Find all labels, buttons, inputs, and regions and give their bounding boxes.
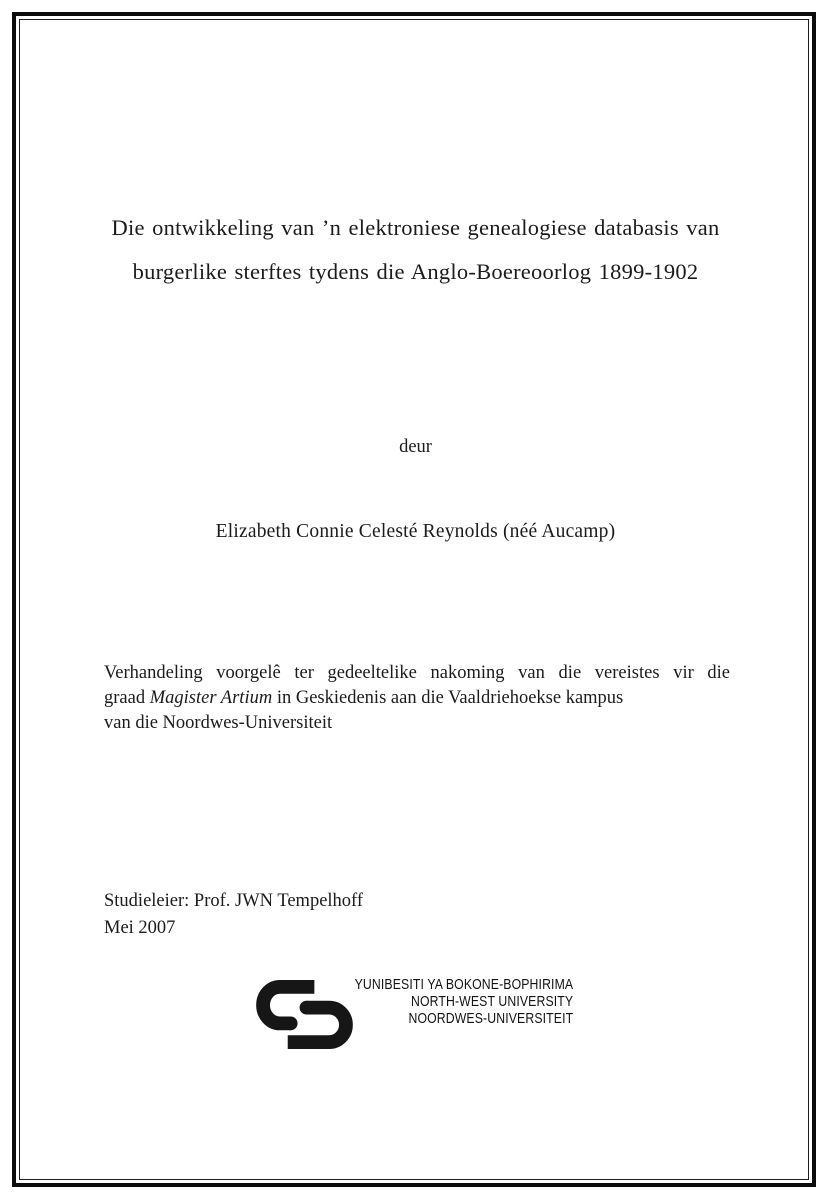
nwu-logo-icon — [255, 978, 354, 1051]
university-name-english: NORTH-WEST UNIVERSITY — [410, 994, 573, 1011]
degree-name-italic: Magister Artium — [149, 688, 273, 708]
university-name-afrikaans: NOORDWES-UNIVERSITEIT — [408, 1011, 573, 1028]
date-line: Mei 2007 — [104, 918, 176, 938]
supervisor-block — [104, 888, 363, 942]
degree-statement — [104, 661, 730, 736]
thesis-title — [0, 206, 831, 294]
degree-statement-line-3: van die Noordwes-Universiteit — [104, 713, 333, 733]
degree-statement-line-2-prefix: graad — [104, 688, 150, 708]
degree-statement-line-1: Verhandeling voorgelê ter gedeeltelike nakoming van die vereistes vir die — [104, 663, 730, 683]
degree-statement-line-2 — [104, 686, 730, 711]
thesis-title-line-2: burgerlike sterftes tydens die Anglo-Boereoorlog 1899-1902 — [132, 259, 699, 284]
university-name-block — [354, 977, 573, 1029]
thesis-title-line-1: Die ontwikkeling van ’n elektroniese genealogiese databasis van — [111, 215, 720, 240]
university-logo — [255, 977, 573, 1051]
byline-deur: deur — [399, 437, 432, 457]
author-name: Elizabeth Connie Celesté Reynolds (néé Aucamp) — [215, 521, 616, 542]
university-name-setswana: YUNIBESITI YA BOKONE-BOPHIRIMA — [354, 977, 573, 993]
supervisor-line: Studieleier: Prof. JWN Tempelhoff — [104, 891, 364, 911]
degree-statement-line-2-suffix: in Geskiedenis aan die Vaaldriehoekse kampus — [272, 688, 624, 708]
